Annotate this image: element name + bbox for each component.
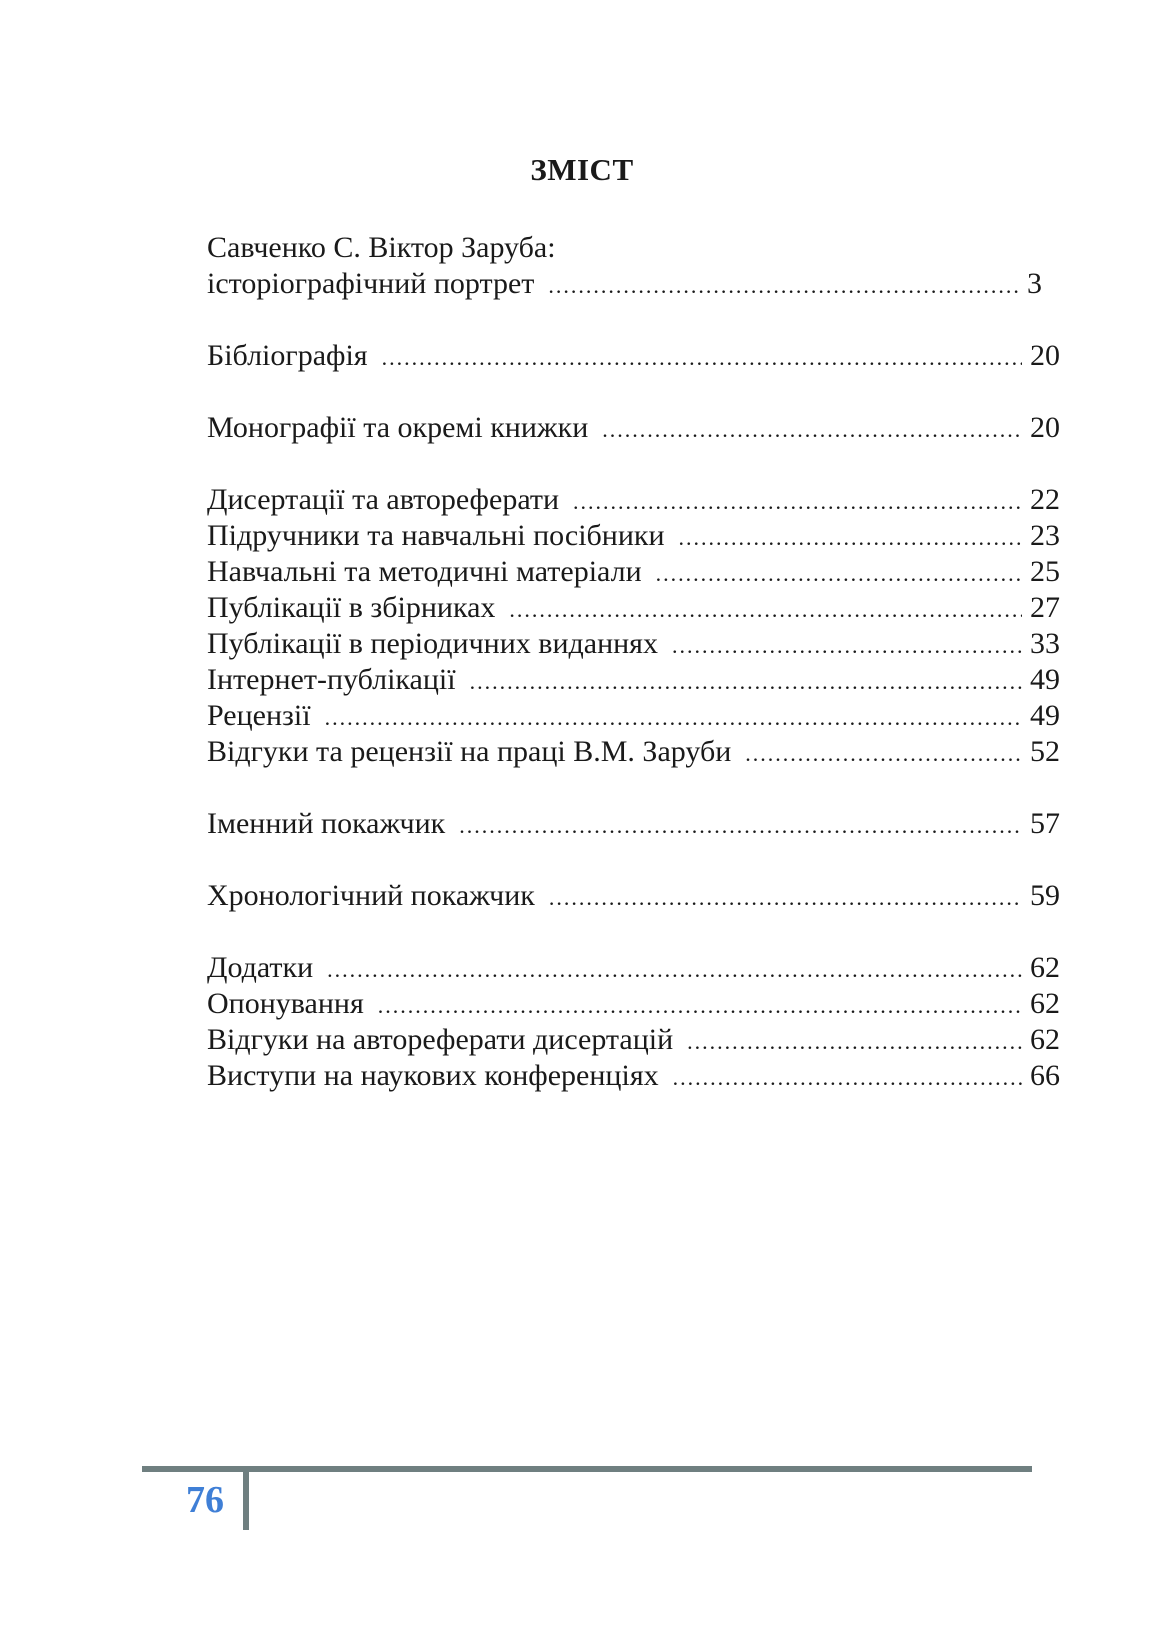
toc-entry-label: Рецензії <box>207 699 311 732</box>
toc-leader-dots <box>673 1060 1022 1096</box>
toc-entry-label: Відгуки на автореферати дисертацій <box>207 1023 674 1056</box>
toc-entry-page: 20 <box>1030 411 1060 444</box>
toc-entry[interactable] <box>207 554 1060 590</box>
toc-entry-label: Монографії та окремі книжки <box>207 411 589 444</box>
toc-entry-page: 52 <box>1030 735 1060 768</box>
toc-entry[interactable] <box>207 410 1060 446</box>
toc-leader-dots <box>509 592 1022 628</box>
footer-divider <box>243 1466 249 1530</box>
toc-entry-label: Виступи на наукових конференціях <box>207 1059 659 1092</box>
toc-entry-page: 66 <box>1030 1059 1060 1092</box>
toc-entry[interactable] <box>207 734 1060 770</box>
table-of-contents <box>207 230 1060 1094</box>
toc-leader-dots <box>573 484 1022 520</box>
page-title: ЗМІСТ <box>530 152 634 187</box>
toc-leader-dots <box>325 700 1022 736</box>
toc-entry-label: Іменний покажчик <box>207 807 446 840</box>
toc-entry-page: 3 <box>1027 267 1042 300</box>
toc-entry-page: 62 <box>1030 987 1060 1020</box>
toc-entry-label: Інтернет-публікації <box>207 663 456 696</box>
toc-entry[interactable] <box>207 626 1060 662</box>
toc-entry[interactable] <box>207 518 1060 554</box>
toc-entry-label: Публікації в збірниках <box>207 591 496 624</box>
toc-entry-label: Опонування <box>207 987 364 1020</box>
toc-entry-label: історіографічний портрет <box>207 267 535 300</box>
toc-entry-label: Додатки <box>207 951 314 984</box>
toc-leader-dots <box>382 340 1022 376</box>
toc-entry[interactable] <box>207 806 1060 842</box>
toc-entry[interactable] <box>207 662 1060 698</box>
toc-entry[interactable] <box>207 590 1060 626</box>
toc-entry-page: 27 <box>1030 591 1060 624</box>
toc-leader-dots <box>745 736 1022 772</box>
toc-leader-dots <box>687 1024 1022 1060</box>
toc-entry-page: 62 <box>1030 1023 1060 1056</box>
toc-entry[interactable] <box>207 1022 1060 1058</box>
toc-entry-label: Відгуки та рецензії на праці В.М. Заруби <box>207 735 732 768</box>
toc-leader-dots <box>459 808 1022 844</box>
toc-entry-page: 23 <box>1030 519 1060 552</box>
toc-entry-page: 49 <box>1030 663 1060 696</box>
toc-leader-dots <box>327 952 1022 988</box>
toc-leader-dots <box>470 664 1022 700</box>
toc-entry[interactable] <box>207 266 1060 302</box>
toc-entry-label: Дисертації та автореферати <box>207 483 560 516</box>
toc-entry-page: 57 <box>1030 807 1060 840</box>
toc-entry-page: 59 <box>1030 879 1060 912</box>
toc-entry[interactable] <box>207 1058 1060 1094</box>
toc-entry-page: 49 <box>1030 699 1060 732</box>
toc-entry-page: 20 <box>1030 339 1060 372</box>
toc-entry-label: Навчальні та методичні матеріали <box>207 555 642 588</box>
toc-entry[interactable] <box>207 338 1060 374</box>
toc-entry[interactable] <box>207 950 1060 986</box>
toc-leader-dots <box>549 880 1022 916</box>
toc-entry-label: Публікації в періодичних виданнях <box>207 627 658 660</box>
toc-entry[interactable] <box>207 482 1060 518</box>
toc-entry-page: 33 <box>1030 627 1060 660</box>
toc-leader-dots <box>656 556 1022 592</box>
toc-entry-label: Підручники та навчальні посібники <box>207 519 665 552</box>
toc-leader-dots <box>548 268 1019 304</box>
toc-entry-label: Хронологічний покажчик <box>207 879 535 912</box>
toc-entry[interactable] <box>207 986 1060 1022</box>
toc-leader-dots <box>679 520 1022 556</box>
toc-entry[interactable] <box>207 698 1060 734</box>
toc-entry[interactable] <box>207 878 1060 914</box>
toc-leader-dots <box>672 628 1022 664</box>
toc-entry-page: 25 <box>1030 555 1060 588</box>
toc-entry-label: Бібліографія <box>207 339 368 372</box>
toc-leader-dots <box>378 988 1022 1024</box>
toc-entry-page: 62 <box>1030 951 1060 984</box>
toc-entry-page: 22 <box>1030 483 1060 516</box>
page-number: 76 <box>186 1479 224 1521</box>
toc-leader-dots <box>602 412 1022 448</box>
footer-rule <box>142 1466 1032 1472</box>
toc-entry-line1: Савченко С. Віктор Заруба: <box>207 231 556 264</box>
